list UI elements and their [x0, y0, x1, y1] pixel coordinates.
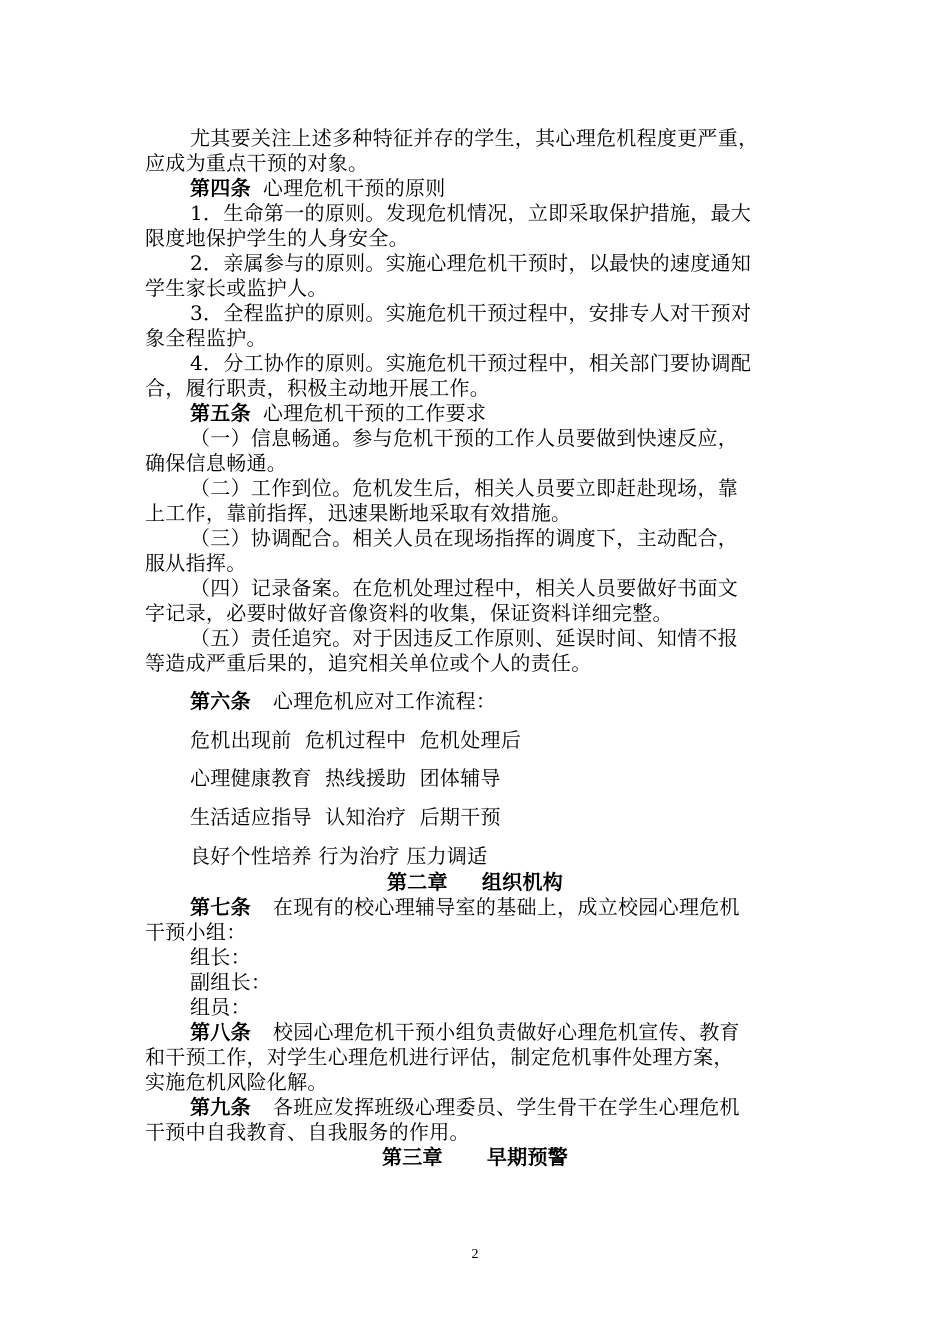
text-line: 和干预工作，对学生心理危机进行评估，制定危机事件处理方案，	[145, 1045, 734, 1069]
text-line: 服从指挥。	[145, 551, 247, 575]
text-line: （五）责任追究。对于因违反工作原则、延误时间、知情不报	[190, 626, 739, 650]
article-8-heading: 第八条 校园心理危机干预小组负责做好心理危机宣传、教育	[190, 1020, 740, 1044]
text-line: 应成为重点干预的对象。	[145, 151, 369, 175]
article-7-label: 第七条	[190, 895, 251, 919]
text-line: 实施危机风险化解。	[145, 1070, 328, 1094]
flow-row: 生活适应指导 认知治疗 后期干预	[190, 805, 501, 829]
article-6-heading	[145, 689, 860, 714]
article-5-heading	[145, 401, 860, 426]
chapter-2-heading: 第二章 组织机构	[386, 870, 564, 894]
text-line: 上工作，靠前指挥，迅速果断地采取有效措施。	[145, 501, 572, 525]
leader-line: 组长：	[190, 945, 251, 969]
text-line: 尤其要关注上述多种特征并存的学生，其心理危机程度更严重，	[190, 126, 759, 150]
text-line: 合，履行职责，积极主动地开展工作。	[145, 376, 491, 400]
flow-row: 心理健康教育 热线援助 团体辅导	[190, 766, 501, 790]
article-7-heading: 第七条 在现有的校心理辅导室的基础上，成立校园心理危机	[190, 895, 740, 919]
article-4-heading	[145, 176, 860, 201]
text-line: 学生家长或监护人。	[145, 276, 328, 300]
article-5-title: 心理危机干预的工作要求	[262, 401, 487, 425]
article-4-title: 心理危机干预的原则	[262, 176, 446, 200]
text-line: 干预小组：	[145, 920, 247, 944]
text-line: 限度地保护学生的人身安全。	[145, 226, 409, 250]
text-line: 1．生命第一的原则。发现危机情况，立即采取保护措施，最大	[190, 201, 752, 225]
chapter-3-heading: 第三章 早期预警	[381, 1145, 569, 1169]
article-9-label: 第九条	[190, 1095, 251, 1119]
article-4-label: 第四条	[190, 176, 251, 200]
flow-row: 良好个性培养 行为治疗 压力调适	[190, 844, 488, 868]
flow-row: 危机出现前 危机过程中 危机处理后	[190, 728, 522, 752]
text-line: 4．分工协作的原则。实施危机干预过程中，相关部门要协调配	[190, 351, 752, 375]
text-line: 2．亲属参与的原则。实施心理危机干预时，以最快的速度通知	[190, 251, 752, 275]
member-line: 组员：	[190, 995, 251, 1019]
article-6-title: 心理危机应对工作流程：	[272, 689, 497, 713]
text-line: （四）记录备案。在危机处理过程中，相关人员要做好书面文	[190, 576, 739, 600]
text-line: 象全程监护。	[145, 326, 267, 350]
text-line: 等造成严重后果的，追究相关单位或个人的责任。	[145, 651, 592, 675]
text-line: 字记录，必要时做好音像资料的收集，保证资料详细完整。	[145, 601, 673, 625]
article-5-label: 第五条	[190, 401, 251, 425]
text-line: （二）工作到位。危机发生后，相关人员要立即赶赴现场，靠	[190, 476, 739, 500]
article-9-heading: 第九条 各班应发挥班级心理委员、学生骨干在学生心理危机	[190, 1095, 740, 1119]
page-number: 2	[471, 1247, 479, 1262]
text-line: 确保信息畅通。	[145, 451, 288, 475]
text-line: 干预中自我教育、自我服务的作用。	[145, 1120, 470, 1144]
text-line: 3．全程监护的原则。实施危机干预过程中，安排专人对干预对	[190, 301, 752, 325]
article-6-label: 第六条	[190, 689, 251, 713]
text-line: （一）信息畅通。参与危机干预的工作人员要做到快速反应，	[190, 426, 739, 450]
article-8-label: 第八条	[190, 1020, 251, 1044]
text-line: （三）协调配合。相关人员在现场指挥的调度下，主动配合，	[190, 526, 739, 550]
vice-leader-line: 副组长：	[190, 970, 272, 994]
